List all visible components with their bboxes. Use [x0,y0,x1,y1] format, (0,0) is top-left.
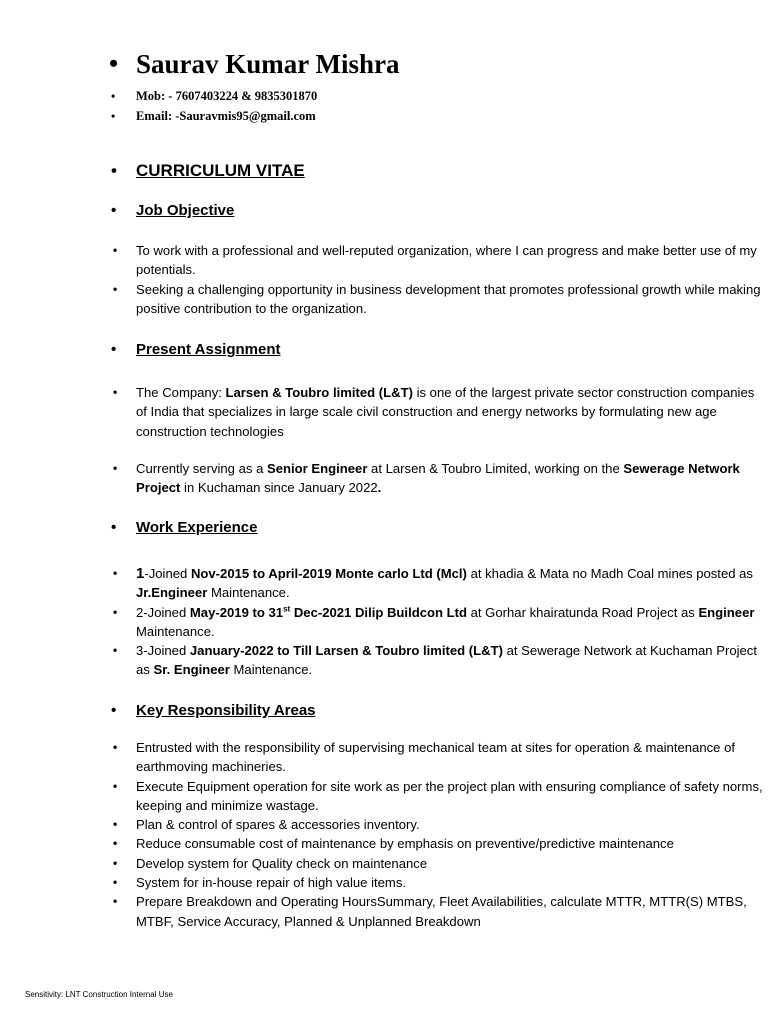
list-item-text: Prepare Breakdown and Operating HoursSummary, Fleet Availabilities, calculate MTTR, MTTR(S) MTBS, MTBF, Service Accuracy, Planned & Unplanned Breakdown [136,894,747,929]
job-period-company: January-2022 to Till Larsen & Toubro limited (L&T) [189,643,503,659]
list-item [0,603,768,642]
job-dept: Maintenance. [136,623,215,639]
key-responsibility-heading-text: Key Responsibility Areas [136,702,316,719]
bullet-icon: • [111,519,117,536]
role-rest: in Kuchaman since January 2022 [180,480,378,496]
present-assignment-heading-text: Present Assignment [136,341,281,358]
company-description [0,383,768,441]
bullet-icon: • [111,161,117,180]
key-responsibility-heading [0,701,768,721]
role-project: Sewerage Network Project [136,461,740,496]
bullet-icon: • [111,341,117,358]
candidate-name: Saurav Kumar Mishra [136,49,400,79]
email-address: Email: -Sauravmis95@gmail.com [136,109,316,123]
job-location: at Sewerage Network at Kuchaman Project as [136,643,757,678]
bullet-icon: • [113,643,118,658]
job-number: 1 [136,565,145,582]
company-description-text: is one of the largest private sector construction companies of India that specializes in large scale civil construction and energy networks by formulating new age construction technologies [136,385,755,439]
job-period-company: Nov-2015 to April-2019 Monte carlo Ltd (Mcl) [190,566,467,581]
work-experience-list [0,564,768,680]
company-name: Larsen & Toubro limited (L&T) [225,385,413,400]
work-experience-heading [0,518,768,538]
bullet-icon: • [113,243,118,257]
role-mid: at Larsen & Toubro Limited, working on the [367,461,624,476]
list-item-text: To work with a professional and well-reputed organization, where I can progress and make better use of my potentials. [136,243,757,278]
list-item [0,280,768,319]
bullet-icon: • [111,109,116,123]
present-assignment-heading-block [0,340,768,360]
bullet-icon: • [113,740,118,754]
role-title: Senior Engineer [267,461,368,476]
list-item-text: Execute Equipment operation for site work as per the project plan with ensuring compliance of safety norms, keeping and minimize wastage. [136,778,763,813]
bullet-icon: • [113,817,118,832]
list-item [0,641,768,680]
list-item-text: System for in-house repair of high value items. [136,875,407,891]
job-period-end-company: Dec-2021 Dilip Buildcon Ltd [290,604,467,620]
ordinal-suffix: st [283,604,291,614]
list-item [0,459,768,498]
bullet-icon: • [113,566,118,580]
bullet-icon: • [113,778,118,793]
bullet-icon: • [113,281,118,296]
header-block [0,49,768,79]
bullet-icon: • [111,702,117,719]
job-location: at Gorhar khairatunda Road Project as [466,604,699,620]
work-experience-heading-text: Work Experience [136,519,258,536]
job-joined: -Joined [144,566,191,581]
email-row [0,106,768,126]
bullet-icon: • [111,202,117,219]
key-responsibility-heading-block [0,701,768,721]
role-prefix: Currently serving as a [136,461,267,476]
mobile-number: Mob: - 7607403224 & 9835301870 [136,89,318,103]
job-dept: Maintenance. [229,662,313,678]
cv-title-text: CURRICULUM VITAE [136,161,305,180]
mobile-row [0,86,768,106]
list-item-text: Entrusted with the responsibility of supervising mechanical team at sites for operation & maintenance of earthmoving machineries. [136,740,735,775]
list-item [0,777,768,816]
key-responsibility-list [0,738,768,931]
bullet-icon: • [113,461,118,475]
job-objective-heading [0,201,768,221]
job-dept: Maintenance. [207,585,290,601]
bullet-icon: • [113,894,118,909]
list-item [0,564,768,603]
work-experience-heading-block [0,518,768,538]
list-item [0,383,768,441]
bullet-icon: • [113,836,118,851]
list-item [0,892,768,931]
company-prefix: The Company: [136,385,226,400]
job-joined: -Joined [143,643,190,659]
present-assignment-heading [0,340,768,360]
list-item [0,738,768,777]
list-item-text: Reduce consumable cost of maintenance by emphasis on preventive/predictive maintenance [136,836,674,852]
candidate-name-row [0,49,768,79]
sensitivity-footer: Sensitivity: LNT Construction Internal Use [25,990,173,999]
job-objective-list [0,241,768,318]
bullet-icon: • [113,875,118,890]
bullet-icon: • [113,855,118,870]
cv-title [0,161,768,181]
bullet-icon: • [111,89,116,103]
bullet-icon: • [109,49,119,78]
job-objective-heading-block [0,201,768,221]
job-joined: -Joined [143,604,190,620]
job-number: 3 [136,643,144,659]
bullet-icon: • [113,385,118,399]
cv-title-block [0,161,768,181]
job-period-company [190,605,467,620]
current-role [0,459,768,498]
job-objective-heading-text: Job Objective [136,202,235,219]
list-item [0,854,768,873]
list-item [0,815,768,834]
contact-block [0,86,768,126]
bullet-icon: • [113,604,118,619]
list-item [0,241,768,280]
job-number: 2 [136,604,144,620]
job-period-start: May-2019 to 31 [189,604,284,620]
job-designation: Sr. Engineer [153,662,230,678]
job-location: at khadia & Mata no Madh Coal mines posted as [466,566,753,581]
list-item-text: Develop system for Quality check on maintenance [136,855,428,871]
job-designation: Jr.Engineer [136,585,208,601]
list-item [0,873,768,892]
job-designation: Engineer [698,604,755,620]
role-end: . [377,480,382,496]
list-item-text: Plan & control of spares & accessories inventory. [136,817,420,833]
list-item-text: Seeking a challenging opportunity in business development that promotes professional growth while making positive contribution to the organization. [136,281,761,316]
list-item [0,834,768,853]
